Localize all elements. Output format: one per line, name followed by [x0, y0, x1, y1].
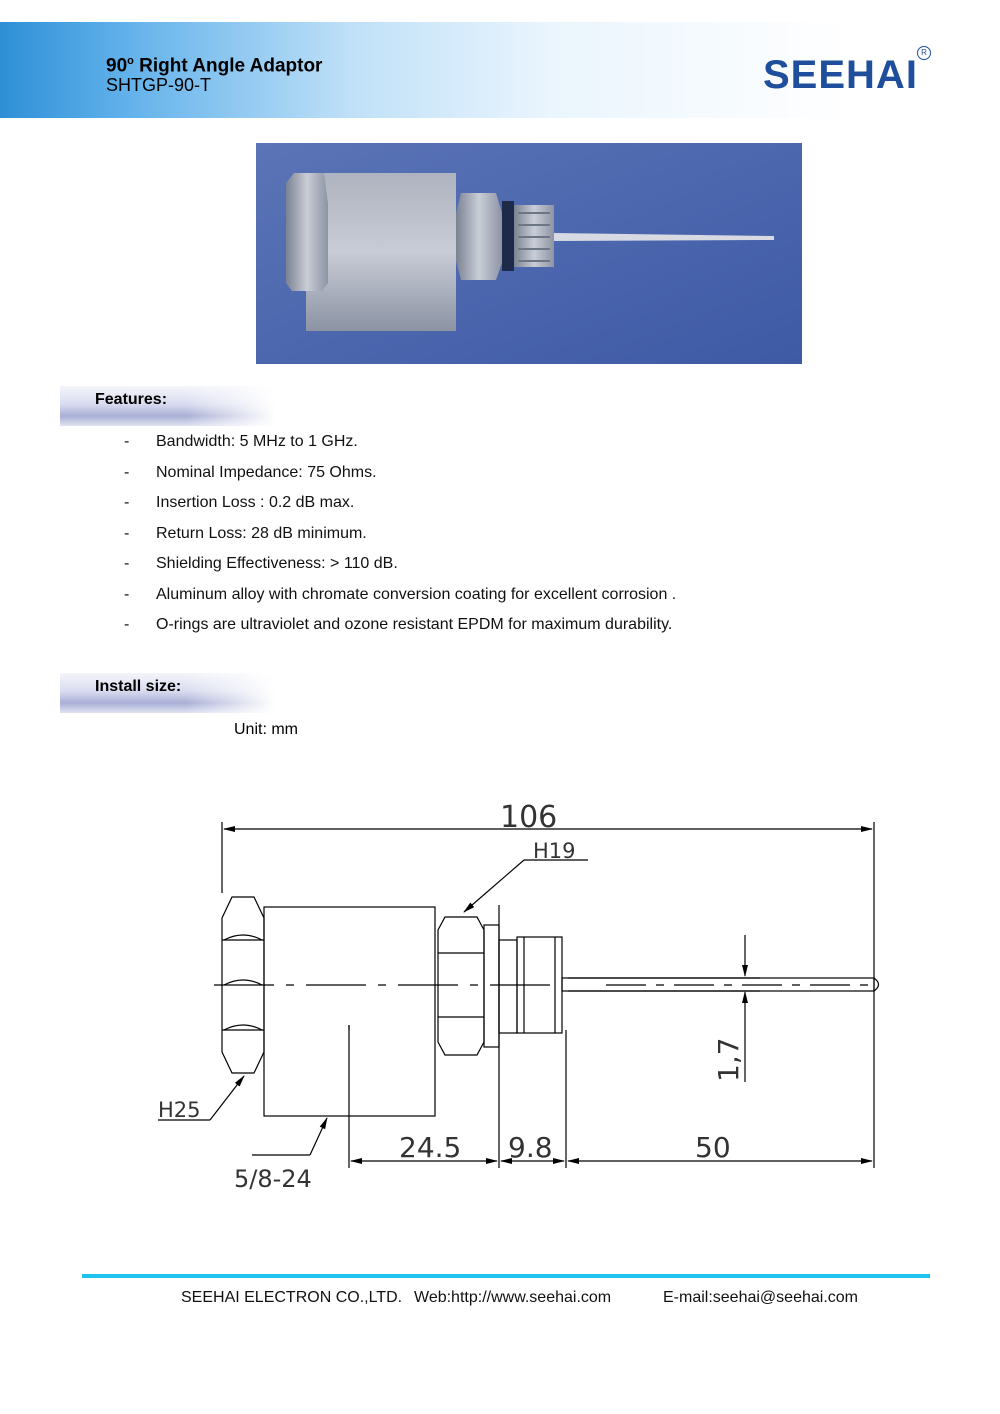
feature-item	[118, 522, 676, 553]
feature-item	[118, 552, 676, 583]
brand-logo: SEEHAI	[763, 53, 918, 97]
features-heading-bar	[60, 386, 275, 426]
bullet-dash: -	[124, 616, 130, 633]
footer-divider	[82, 1274, 930, 1278]
feature-text: Nominal Impedance: 75 Ohms.	[156, 463, 377, 481]
feature-text: Shielding Effectiveness: > 110 dB.	[156, 555, 398, 572]
feature-item	[118, 583, 676, 614]
features-heading: Features:	[95, 391, 168, 408]
dim-h25-label: H25	[158, 1098, 201, 1122]
features-list	[118, 430, 676, 644]
bullet-dash: -	[124, 494, 130, 511]
footer-website[interactable]: Web:http://www.seehai.com	[414, 1289, 612, 1306]
feature-item	[118, 491, 676, 522]
dim-thread-label: 5/8-24	[234, 1165, 312, 1193]
bullet-dash: -	[124, 524, 130, 542]
title-text: Right Angle Adaptor	[133, 55, 323, 77]
technical-drawing	[0, 780, 1000, 1220]
feature-text: Aluminum alloy with chromate conversion coating for excellent corrosion .	[156, 585, 677, 603]
feature-text: Insertion Loss : 0.2 dB max.	[156, 494, 355, 511]
footer-company: SEEHAI ELECTRON CO.,LTD.	[181, 1289, 403, 1306]
dim-h19-label: H19	[533, 839, 576, 863]
title-angle: 90	[106, 55, 128, 77]
bullet-dash: -	[124, 463, 130, 481]
degree-mark: o	[127, 55, 134, 67]
bullet-dash: -	[124, 585, 130, 603]
footer-email[interactable]: E-mail:seehai@seehai.com	[663, 1289, 858, 1306]
install-heading: Install size:	[95, 678, 182, 695]
dim-body-label: 24.5	[399, 1131, 462, 1164]
dim-pin-diameter-label: 1,7	[712, 1037, 745, 1082]
feature-text: O-rings are ultraviolet and ozone resistant EPDM for maximum durability.	[156, 616, 673, 633]
bullet-dash: -	[124, 555, 130, 572]
unit-label: Unit: mm	[234, 721, 298, 738]
dim-pin-length-label: 50	[695, 1131, 731, 1164]
bullet-dash: -	[124, 433, 130, 450]
dim-nut-label: 9.8	[508, 1131, 553, 1164]
feature-item	[118, 613, 676, 644]
feature-item	[118, 430, 676, 461]
feature-item	[118, 461, 676, 492]
install-heading-bar	[60, 673, 275, 713]
registered-mark: R	[917, 46, 931, 60]
product-model: SHTGP-90-T	[106, 75, 212, 95]
feature-text: Bandwidth: 5 MHz to 1 GHz.	[156, 433, 358, 450]
product-photo	[256, 143, 802, 364]
dim-total-label: 106	[500, 800, 558, 835]
feature-text: Return Loss: 28 dB minimum.	[156, 524, 367, 542]
